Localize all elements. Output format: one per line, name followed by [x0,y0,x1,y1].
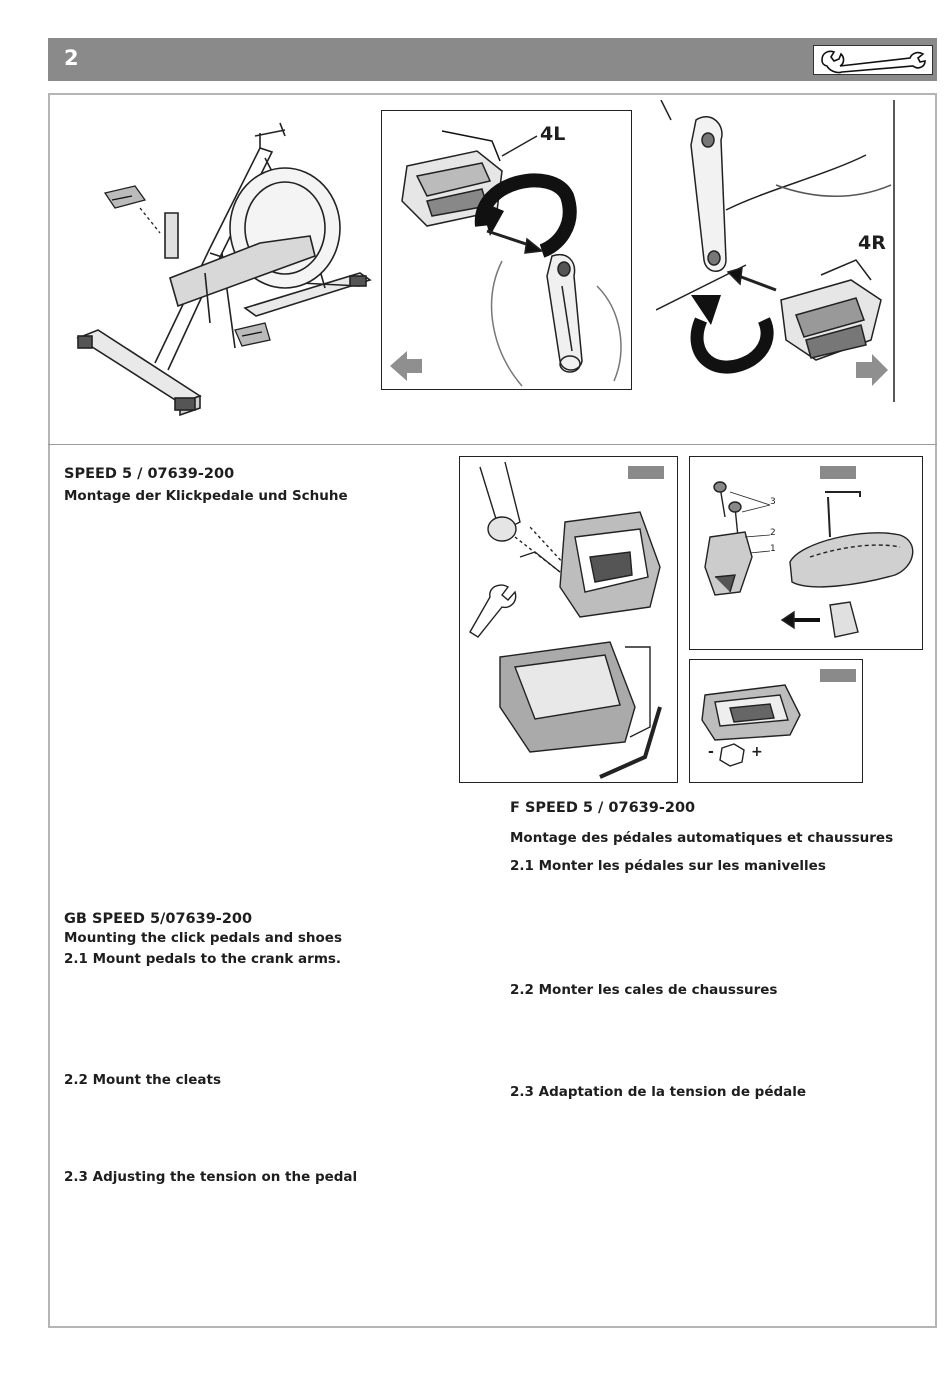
cleat-part-3: 3 [770,497,776,507]
fr-subtitle: Montage des pédales automatiques et chaussures [510,830,894,846]
page-number: 2 [64,46,79,70]
figure-tag [820,669,856,682]
section-divider [48,444,937,445]
tension-minus-sign: - [708,744,714,760]
pedal-tension-figure [689,659,863,783]
cleat-part-1: 1 [770,544,776,554]
label-4l: 4L [540,123,566,145]
gb-section-2-2: 2.2 Mount the cleats [64,1072,222,1088]
gb-section-2-3: 2.3 Adjusting the tension on the pedal [64,1169,358,1185]
pedal-mount-figure [459,456,678,783]
gb-heading: GB SPEED 5/07639-200 [64,911,253,927]
fr-section-2-1: 2.1 Monter les pédales sur les manivelles [510,858,826,874]
gb-section-2-1: 2.1 Mount pedals to the crank arms. [64,951,342,967]
fr-heading: F SPEED 5 / 07639-200 [510,800,696,816]
fr-section-2-3: 2.3 Adaptation de la tension de pédale [510,1084,807,1100]
pedal-4l-figure [381,110,632,390]
cleat-mount-figure [689,456,923,650]
header-bar [48,38,937,81]
de-subtitle: Montage der Klickpedale und Schuhe [64,488,348,504]
label-4r: 4R [858,232,886,254]
figure-tag [820,466,856,479]
wrench-icon [813,45,933,75]
tension-plus-sign: + [751,744,763,760]
fr-section-2-2: 2.2 Monter les cales de chaussures [510,982,778,998]
gb-subtitle: Mounting the click pedals and shoes [64,930,342,946]
de-heading: SPEED 5 / 07639-200 [64,466,235,482]
cleat-part-2: 2 [770,528,776,538]
pedal-4r-figure [656,100,896,402]
bike-overview-figure [60,108,380,428]
figure-tag [628,466,664,479]
